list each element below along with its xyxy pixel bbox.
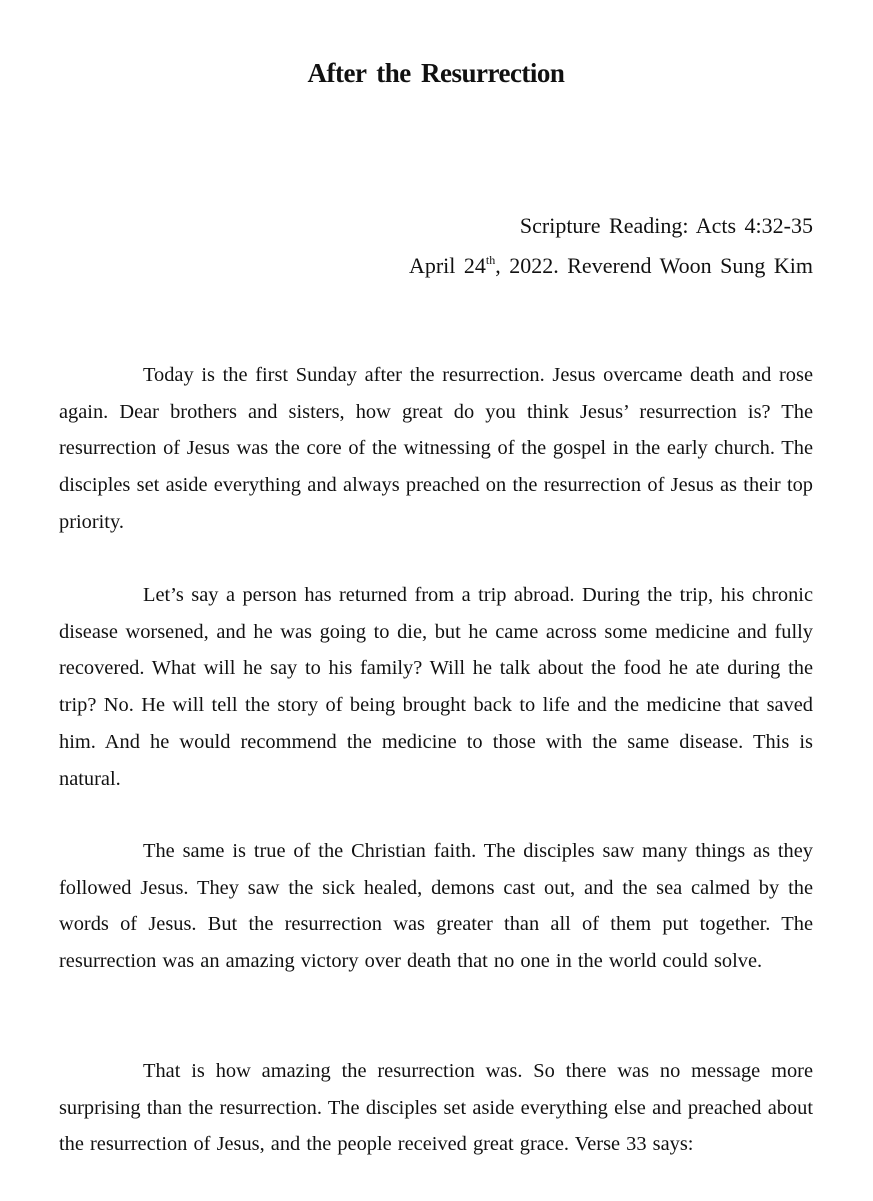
date-and-author: , 2022. Reverend Woon Sung Kim bbox=[495, 253, 813, 278]
date-prefix: April 24 bbox=[408, 253, 486, 278]
body-paragraph-1: Today is the first Sunday after the resurrection. Jesus overcame death and rose again. Dear brothers and sisters, how great do you think Jesus’ resurrection is? The resurrection of Jesus was the core of the witnessing of the gospel in the early church. The disciples set aside everything and always preached on the resurrection of Jesus as their top priority. bbox=[59, 364, 813, 533]
sermon-date-author bbox=[409, 246, 813, 286]
body-paragraph-2: Let’s say a person has returned from a trip abroad. During the trip, his chronic disease worsened, and he was going to die, but he came across some medicine and fully recovered. What will he say to his family? Will he talk about the food he ate during the trip? No. He will tell the story of being brought back to life and the medicine that saved him. And he would recommend the medicine to those with the same disease. This is natural. bbox=[59, 584, 813, 790]
date-ordinal-suffix: th bbox=[485, 253, 496, 267]
document-title: After the Resurrection bbox=[307, 58, 565, 88]
body-paragraph-3: The same is true of the Christian faith. The disciples saw many things as they followed Jesus. They saw the sick healed, demons cast out, and the sea calmed by the words of Jesus. But the resurrection was greater than all of them put together. The resurrection was an amazing victory over death that no one in the world could solve. bbox=[59, 840, 813, 973]
scripture-reading: Scripture Reading: Acts 4:32-35 bbox=[519, 213, 813, 238]
sermon-info bbox=[409, 206, 813, 286]
body-paragraph-4: That is how amazing the resurrection was. So there was no message more surprising than the resurrection. The disciples set aside everything else and preached about the resurrection of Jesus, and the people received great grace. Verse 33 says: bbox=[59, 1060, 813, 1156]
